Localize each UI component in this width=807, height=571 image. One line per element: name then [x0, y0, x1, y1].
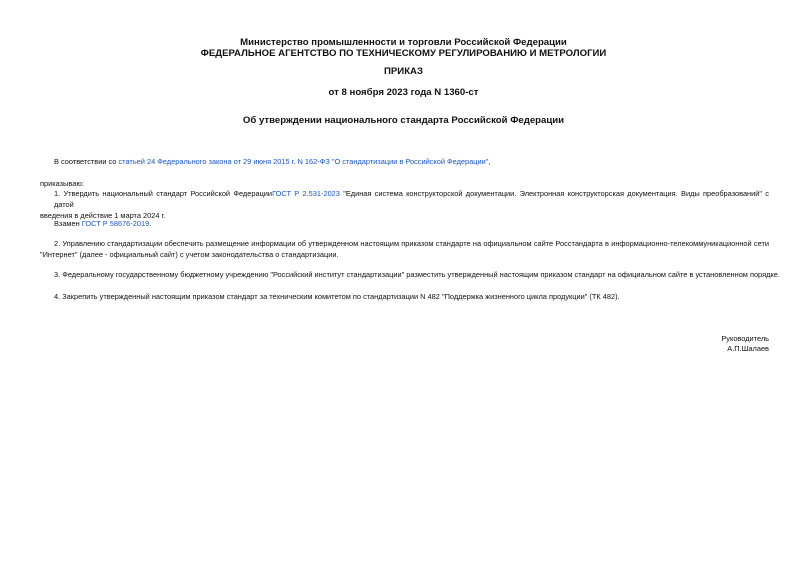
item-1-paragraph — [40, 188, 769, 221]
agency-name: ФЕДЕРАЛЬНОЕ АГЕНТСТВО ПО ТЕХНИЧЕСКОМУ РЕГУЛИРОВАНИЮ И МЕТРОЛОГИИ — [200, 48, 607, 59]
replace-paragraph — [54, 218, 151, 229]
item-2-line-1: 2. Управлению стандартизации обеспечить размещение информации об утвержденном настоящим приказом стандарте на официальном сайте Росстандарта в информационно-телекоммуникационной сети — [54, 239, 769, 248]
gost-2531-link[interactable]: ГОСТ Р 2.531-2023 — [272, 189, 340, 198]
ministry-name: Министерство промышленности и торговли Российской Федерации — [240, 37, 567, 48]
preamble-prefix: В соответствии со — [54, 157, 119, 166]
signature-position: Руководитель — [721, 334, 769, 343]
order-word: приказываю: — [40, 179, 84, 188]
signature-name: А.П.Шалаев — [727, 344, 769, 353]
item-1-line-2: введения в действие 1 марта 2024 г. — [40, 211, 166, 220]
document-date-number: от 8 ноября 2023 года N 1360-ст — [328, 87, 479, 98]
replace-prefix: Взамен — [54, 219, 82, 228]
item-1-suffix: "Единая система конструкторской документации. Электронная конструкторская документация. Виды преобразований" с датой — [54, 189, 770, 209]
document-type: ПРИКАЗ — [384, 66, 423, 77]
item-1-line-1 — [40, 188, 769, 210]
item-2-paragraph — [40, 238, 769, 260]
replace-suffix: . — [149, 219, 152, 228]
item-4-paragraph: 4. Закрепить утвержденный настоящим приказом стандарт за техническим комитетом по стандартизации N 482 "Поддержка жизненного цикла продукции" (ТК 482). — [54, 292, 620, 301]
preamble-suffix: , — [488, 157, 491, 166]
federal-law-link[interactable]: статьей 24 Федерального закона от 29 июня 2015 г. N 162-ФЗ "О стандартизации в Российской Федерации" — [118, 157, 489, 166]
item-3-paragraph: 3. Федеральному государственному бюджетному учреждению "Российский институт стандартизации" разместить утвержденный настоящим приказом стандарт на официальном сайте в установленном порядке. — [54, 270, 780, 279]
item-1-prefix: 1. Утвердить национальный стандарт Российской Федерации — [54, 189, 273, 198]
preamble-paragraph — [54, 156, 490, 167]
document-title: Об утверждении национального стандарта Российской Федерации — [242, 115, 565, 126]
gost-58676-link[interactable]: ГОСТ Р 58676-2019 — [81, 219, 150, 228]
item-2-line-2: "Интернет" (далее - официальный сайт) с учетом законодательства о стандартизации. — [40, 250, 339, 259]
